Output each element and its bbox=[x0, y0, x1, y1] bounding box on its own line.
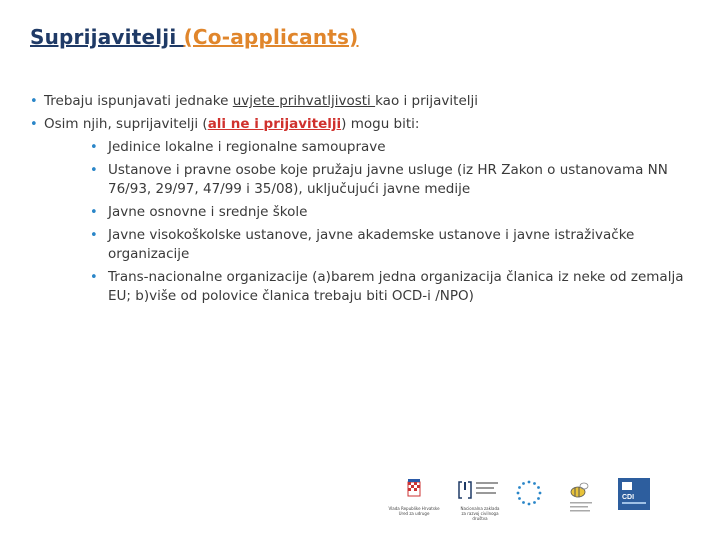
title-english: (Co-applicants) bbox=[183, 25, 359, 49]
bee-icon bbox=[562, 478, 602, 518]
bullet-item bbox=[30, 92, 700, 111]
sub-bullet-item bbox=[90, 203, 700, 222]
bullet-text: Trebaju ispunjavati jednake bbox=[44, 93, 233, 109]
sub-bullet-item bbox=[90, 268, 700, 306]
foundation-logo bbox=[458, 478, 502, 521]
gov-logo-text: Vlada Republike Hrvatske Ured za udruge bbox=[388, 506, 440, 516]
partner-logo bbox=[562, 478, 602, 518]
bullet-icon: • bbox=[90, 140, 98, 155]
sub-bullet-item bbox=[90, 226, 700, 264]
bullet-icon: • bbox=[30, 94, 38, 109]
sub-bullet-text: Javne visokoškolske ustanove, javne akademske ustanove i javne istraživačke organizacije bbox=[108, 227, 635, 262]
bullet-icon: • bbox=[30, 117, 38, 132]
bullet-text: Osim njih, suprijavitelji ( bbox=[44, 116, 208, 132]
eu-logo bbox=[514, 478, 544, 518]
slide-title bbox=[30, 25, 358, 49]
bullet-underlined-text: uvjete prihvatljivosti bbox=[232, 93, 376, 109]
bullet-icon: • bbox=[90, 270, 98, 285]
gov-logo bbox=[386, 478, 442, 518]
bullet-text: kao i prijavitelji bbox=[375, 93, 479, 109]
cdi-text: CDI bbox=[622, 494, 635, 501]
cdi-logo bbox=[618, 478, 650, 518]
foundation-logo-text: Nacionalna zaklada za razvoj civilnoga društva bbox=[460, 506, 500, 521]
highlight-text: ali ne i prijavitelji bbox=[207, 116, 342, 132]
footer-logos bbox=[386, 478, 656, 522]
bullet-icon: • bbox=[90, 205, 98, 220]
eu-stars-icon bbox=[514, 478, 544, 508]
sub-bullet-text: Trans-nacionalne organizacije (a)barem jedna organizacija članica iz neke od zemalja EU; b)više od polovice članica trebaju biti OCD-i /NPO) bbox=[108, 269, 684, 304]
sub-bullet-list bbox=[30, 138, 700, 306]
bullet-text: ) mogu biti: bbox=[341, 116, 420, 132]
slide-content bbox=[30, 92, 700, 310]
bullet-icon: • bbox=[90, 228, 98, 243]
bullet-icon: • bbox=[90, 163, 98, 178]
sub-bullet-text: Javne osnovne i srednje škole bbox=[108, 204, 308, 220]
cdi-logo-icon bbox=[618, 478, 650, 510]
bullet-item bbox=[30, 115, 700, 134]
coat-of-arms-icon bbox=[386, 478, 442, 502]
foundation-mark-icon bbox=[458, 478, 502, 502]
sub-bullet-item bbox=[90, 161, 700, 199]
sub-bullet-text: Ustanove i pravne osobe koje pružaju javne usluge (iz HR Zakon o ustanovama NN 76/93, 29/97, 47/99 i 35/08), uključujući javne medije bbox=[108, 162, 668, 197]
sub-bullet-text: Jedinice lokalne i regionalne samouprave bbox=[108, 139, 386, 155]
title-main: Suprijavitelji bbox=[30, 25, 184, 49]
sub-bullet-item bbox=[90, 138, 700, 157]
